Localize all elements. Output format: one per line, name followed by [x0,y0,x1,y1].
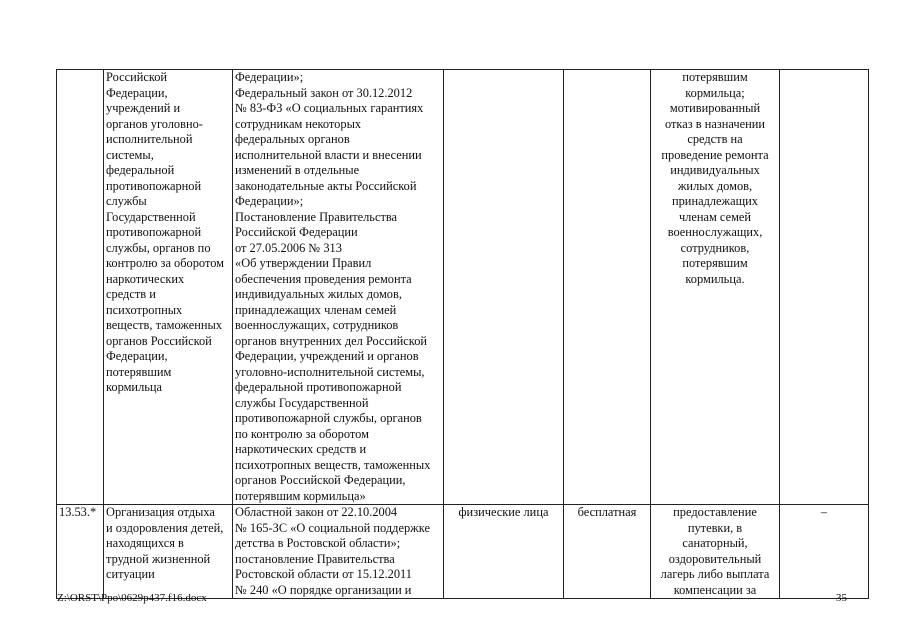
cell-text-line: принадлежащих членам семей [235,302,397,317]
cell-text-line: находящихся в [106,536,184,550]
cell-text-line: № 83-ФЗ «О социальных гарантиях [235,101,424,115]
cell-text-line: постановление Правительства [235,551,395,566]
cell-number [57,505,104,599]
cell-text-line: кормильца. [685,271,745,286]
cell-text-line: Российской Федерации [235,225,358,239]
cell-text-line: Федеральный закон от 30.12.2012 [235,85,413,100]
cell-text-line: – [820,505,828,519]
cell-text-line: изменений в отдельные [235,163,360,177]
cell-text-line: органов внутренних дел Российской [235,333,428,348]
cell-legal-basis [233,505,444,599]
cell-text-line: исполнительной власти и внесении [235,147,422,162]
cell-text-line: потерявшим [682,256,748,270]
cell-text-line: потерявшим [106,364,172,379]
cell-text-line: Постановление Правительства [235,209,398,224]
cell-text-line: службы Государственной [235,395,369,410]
cell-text-line: уголовно-исполнительной системы, [235,364,425,379]
cell-text-line: сотрудников, [680,240,750,255]
cell-text-line: предоставление [673,505,757,519]
cell-text-line: по контролю за оборотом [235,426,369,441]
cell-text-line: Федерации, [106,85,168,100]
cell-text-line: военнослужащих, сотрудников [235,318,399,332]
cell-text-line: Федерации, учреждений и органов [235,349,419,363]
cell-text-line: Областной закон от 22.10.2004 [235,505,398,519]
table-row [57,70,869,505]
cell-text-line: психотропных [106,302,183,317]
cell-text-line: № 240 «О порядке организации и [235,582,412,597]
cell-service-name [104,70,233,505]
cell-result [651,70,780,505]
cell-text-line: службы [106,194,147,208]
cell-text-line: противопожарной службы, органов [235,411,422,425]
page-number: 35 [836,592,847,604]
cell-payment [564,505,651,599]
cell-text-line: проведение ремонта [661,147,769,162]
cell-text-line: индивидуальных [670,163,760,177]
cell-text-line: отказ в назначении [664,116,765,131]
cell-text-line: противопожарной [106,178,202,193]
cell-text-line: военнослужащих, [667,225,763,239]
cell-text-line: Государственной [106,209,196,224]
cell-text-line: жилых домов, [677,178,753,193]
cell-result [651,505,780,599]
cell-text-line: трудной жизненной [106,551,211,566]
cell-text-line: Федерации, [106,349,168,363]
cell-text-line: компенсации за [673,582,757,597]
cell-text-line: Организация отдыха [106,505,215,519]
cell-service-name [104,505,233,599]
cell-text-line: средств и [106,287,156,301]
cell-text-line: законодательные акты Российской [235,178,417,193]
cell-text-line: учреждений и [106,101,181,115]
cell-text-line: 13.53.* [59,505,97,519]
cell-text-line: психотропных веществ, таможенных [235,457,431,472]
cell-text-line: контролю за оборотом [106,256,225,270]
cell-text-line: санаторный, [682,536,748,550]
cell-text-line: № 165-ЗС «О социальной поддержке [235,520,430,535]
cell-text-line: наркотических [106,271,185,286]
cell-text-line: от 27.05.2006 № 313 [235,240,342,255]
cell-text-line: потерявшим кормильца» [235,488,366,503]
cell-text-line: кормильца; [685,85,745,100]
cell-extra [780,505,869,599]
cell-text-line: и оздоровления детей, [106,520,224,535]
cell-text-line: ситуации [106,567,155,581]
cell-text-line: федеральных органов [235,132,350,146]
cell-text-line: индивидуальных жилых домов, [235,287,402,301]
cell-extra [780,70,869,505]
cell-text-line: федеральной [106,163,175,177]
cell-text-line: потерявшим [682,70,748,84]
cell-text-line: кормильца [106,380,163,394]
table-row [57,505,869,599]
cell-text-line: веществ, таможенных [106,318,223,332]
cell-text-line: Ростовской области от 15.12.2011 [235,567,412,581]
cell-text-line: «Об утверждении Правил [235,256,372,270]
cell-text-line: обеспечения проведения ремонта [235,271,412,286]
cell-text-line: детства в Ростовской области»; [235,536,401,550]
cell-text-line: федеральной противопожарной [235,380,402,394]
cell-text-line: органов уголовно- [106,116,203,131]
cell-text-line: органов Российской [106,333,212,348]
cell-text-line: органов Российской Федерации, [235,473,406,487]
cell-text-line: путевки, в [687,520,743,535]
cell-number [57,70,104,505]
services-table [56,69,869,599]
cell-legal-basis [233,70,444,505]
cell-payment [564,70,651,505]
cell-recipients [444,70,564,505]
cell-text-line: исполнительной [106,132,193,146]
footer-file-path: Z:\ORST\Ppo\0629p437.f16.docx [57,592,207,604]
cell-text-line: средств на [687,132,743,146]
cell-text-line: противопожарной [106,225,202,239]
cell-text-line: бесплатная [577,505,637,519]
cell-text-line: принадлежащих [671,194,758,208]
cell-text-line: системы, [106,147,154,162]
cell-text-line: Российской [106,70,168,84]
cell-text-line: лагерь либо выплата [660,567,770,581]
cell-text-line: службы, органов по [106,240,211,255]
cell-text-line: сотрудникам некоторых [235,116,362,131]
cell-text-line: мотивированный [669,101,761,115]
cell-text-line: членам семей [678,209,752,224]
cell-text-line: Федерации»; [235,70,304,84]
cell-text-line: оздоровительный [668,551,762,566]
cell-recipients [444,505,564,599]
cell-text-line: наркотических средств и [235,442,367,456]
cell-text-line: Федерации»; [235,194,304,208]
cell-text-line: физические лица [458,505,549,519]
